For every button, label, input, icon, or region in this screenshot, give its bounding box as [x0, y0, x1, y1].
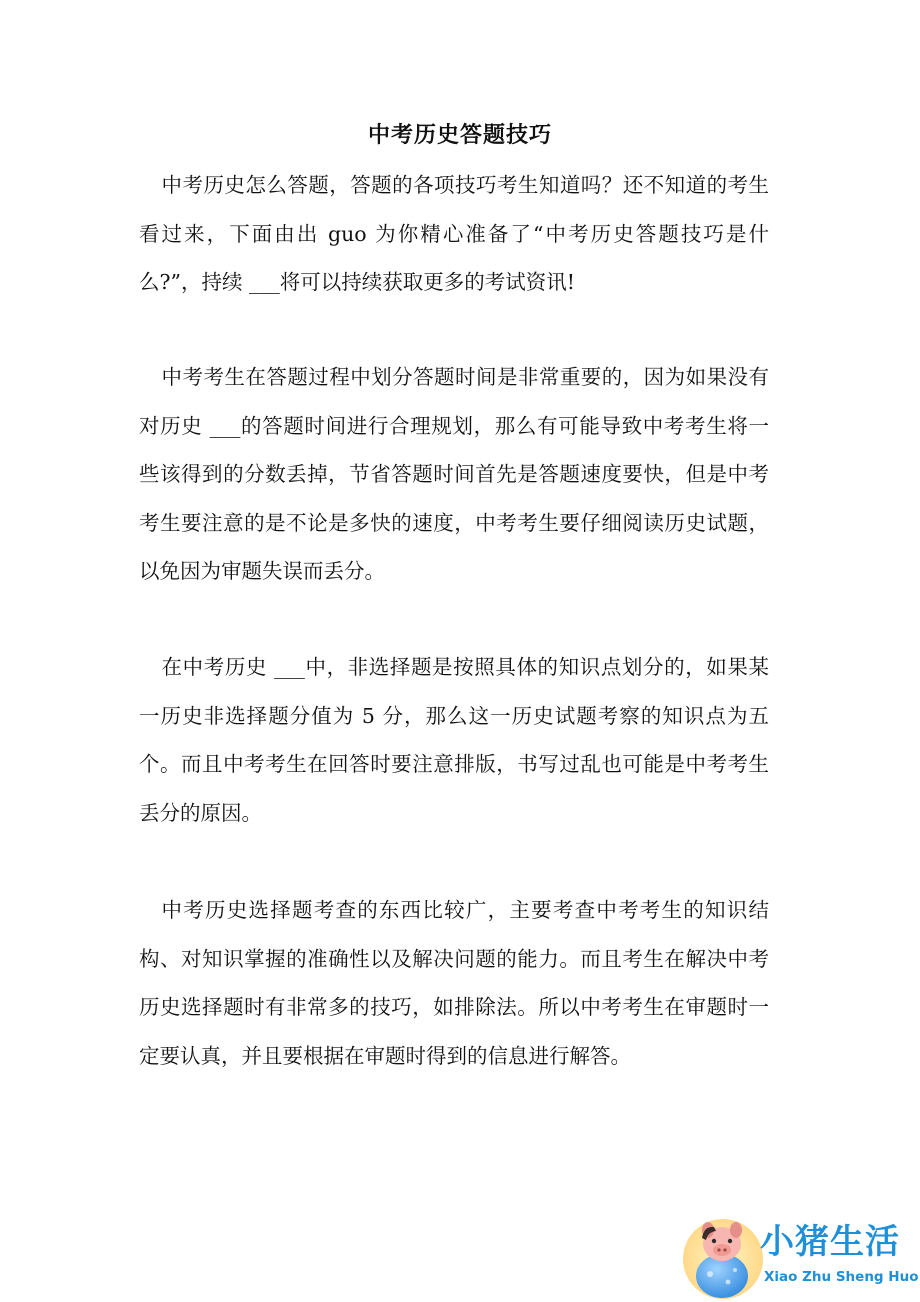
- document-title: 中考历史答题技巧: [367, 122, 552, 148]
- paragraph-non-choice-questions: 在中考历史 ___中，非选择题是按照具体的知识点划分的，如果某一历史非选择题分值为 5 分，那么这一历史试题考察的知识点为五个。而且中考考生在回答时要注意排版，书写过乱也可能是中考考生丢分的原因。: [139, 655, 769, 825]
- paragraph-intro: 中考历史怎么答题，答题的各项技巧考生知道吗？还不知道的考生看过来，下面由出 guo 为你精心准备了“中考历史答题技巧是什么?”，持续 ___将可以持续获取更多的考试资讯!: [139, 173, 769, 294]
- paragraph-choice-questions: 中考历史选择题考查的东西比较广，主要考查中考考生的知识结构、对知识掌握的准确性以及解决问题的能力。而且考生在解决中考历史选择题时有非常多的技巧，如排除法。所以中考考生在审题时一定要认真，并且要根据在审题时得到的信息进行解答。: [139, 898, 769, 1068]
- paragraph-time-management: 中考考生在答题过程中划分答题时间是非常重要的，因为如果没有对历史 ___的答题时间进行合理规划，那么有可能导致中考考生将一些该得到的分数丢掉，节省答题时间首先是答题速度要快，但是中考考生要注意的是不论是多快的速度，中考考生要仔细阅读历史试题，以免因为审题失误而丢分。: [139, 365, 769, 583]
- watermark-logo: [680, 1214, 919, 1300]
- pig-mascot-icon: [680, 1214, 766, 1300]
- watermark-name-en: Xiao Zhu Sheng Huo: [764, 1269, 919, 1285]
- watermark-name-cn: 小猪生活: [760, 1222, 900, 1262]
